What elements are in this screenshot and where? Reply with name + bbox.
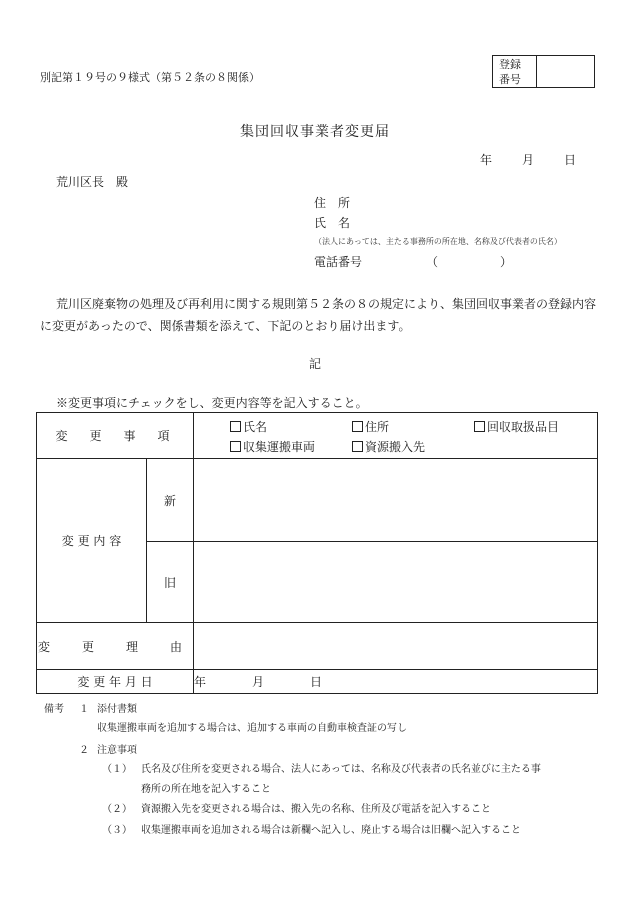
change-items-row [37,413,598,459]
option-name[interactable] [230,418,352,435]
document-title: 集団回収事業者変更届 [240,124,390,140]
checkbox-grid [194,413,597,455]
note-3-number: （３） [102,825,132,836]
old-label: 旧 [147,542,194,623]
new-label: 新 [147,459,194,542]
addressee: 荒川区長 殿 [56,175,129,189]
old-content-field[interactable] [194,542,598,623]
ki-heading: 記 [308,357,321,371]
option-items-label: 回収取扱品目 [487,420,560,434]
phone-close-paren: ） [500,255,513,269]
note-2-number: （２） [102,804,132,815]
date-year-label: 年 [480,153,493,167]
phone-open-paren: （ [426,255,439,269]
checkbox-icon[interactable] [230,441,241,452]
change-content-new-row [37,459,598,542]
change-date-year: 年 [194,675,207,689]
registration-number-box [492,55,595,88]
change-items-label: 変 更 事 項 [37,413,194,459]
reason-field[interactable] [194,623,598,670]
date-month-label: 月 [522,153,535,167]
change-date-month: 月 [252,675,265,689]
corporation-note: （法人にあっては、主たる事務所の所在地、名称及び代表者の氏名） [314,237,562,246]
change-items-cell [194,413,598,459]
change-date-label: 変 更 年 月 日 [37,670,194,694]
option-name-label: 氏名 [243,420,268,434]
registration-number-field[interactable] [537,56,594,87]
note-2-text: 資源搬入先を変更される場合は、搬入先の名称、住所及び電話を記入すること [141,804,491,815]
name-label: 氏 名 [314,216,351,230]
address-label: 住 所 [314,196,351,210]
registration-label-line1: 登録 [499,58,521,71]
body-paragraph [40,293,600,337]
note-1-text-line1: 氏名及び住所を変更される場合、法人にあっては、名称及び代表者の氏名並びに主たる事 [141,764,541,775]
option-destination[interactable] [352,438,474,455]
checkbox-icon[interactable] [474,421,485,432]
remarks-item1-title: 添付書類 [97,704,137,715]
checkbox-icon[interactable] [352,441,363,452]
reason-row [37,623,598,670]
checkbox-icon[interactable] [230,421,241,432]
change-content-label: 変 更 内 容 [37,459,147,623]
remarks-item1-number: １ [79,704,89,715]
registration-number-label [493,56,537,87]
checkbox-icon[interactable] [352,421,363,432]
registration-label-line2: 番号 [499,73,521,86]
form-identifier: 別記第１９号の９様式（第５２条の８関係） [40,71,260,84]
option-destination-label: 資源搬入先 [365,440,426,454]
option-items[interactable] [474,418,594,435]
instruction-text: ※変更事項にチェックをし、変更内容等を記入すること。 [56,396,368,410]
option-address[interactable] [352,418,474,435]
option-vehicles-label: 収集運搬車両 [243,440,316,454]
change-date-row [37,670,598,694]
phone-label: 電話番号 [314,255,363,269]
body-text: 荒川区廃棄物の処理及び再利用に関する規則第５２条の８の規定により、集団回収事業者の登録内容に変更があったので、関係書類を添えて、下記のとおり届け出ます。 [40,297,597,333]
change-date-field[interactable] [194,670,598,694]
option-address-label: 住所 [365,420,390,434]
remarks-item2-title: 注意事項 [97,745,137,756]
note-3-text: 収集運搬車両を追加される場合は新欄へ記入し、廃止する場合は旧欄へ記入すること [141,825,521,836]
note-1-number: （１） [102,764,132,775]
remarks-item1-text: 収集運搬車両を追加する場合は、追加する車両の自動車検査証の写し [97,723,407,734]
change-table [36,412,598,694]
reason-label: 変 更 理 由 [37,623,194,670]
remarks-item2-number: ２ [79,745,89,756]
remarks-heading: 備考 [44,704,64,715]
note-1-text-line2: 務所の所在地を記入すること [141,784,271,795]
date-day-label: 日 [564,153,577,167]
new-content-field[interactable] [194,459,598,542]
option-vehicles[interactable] [230,438,352,455]
change-date-day: 日 [310,675,323,689]
